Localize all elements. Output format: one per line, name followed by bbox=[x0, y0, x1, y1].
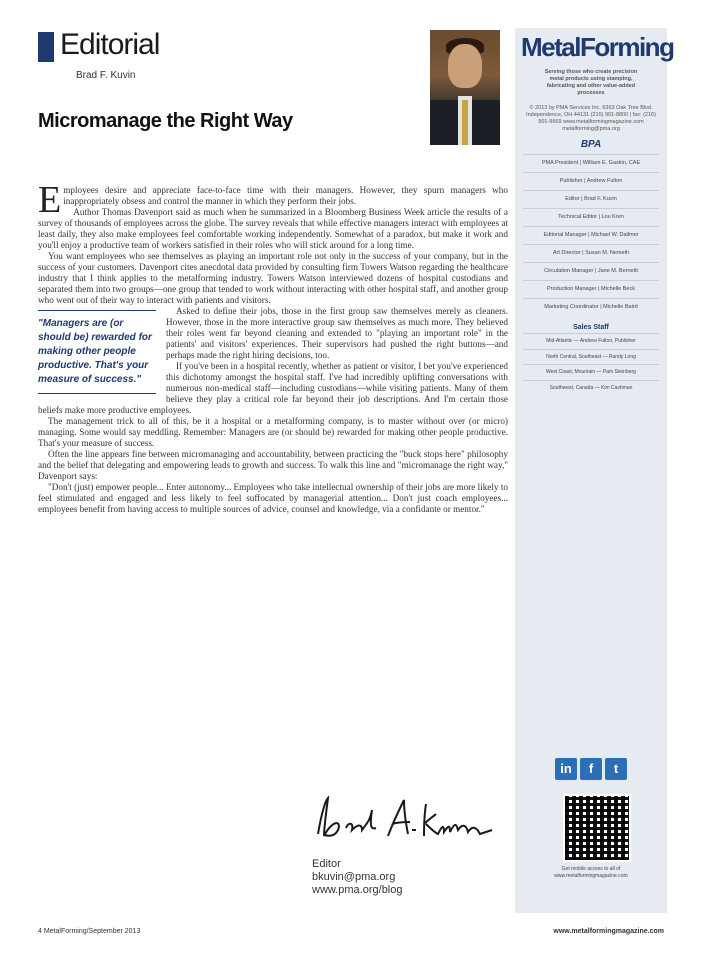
article-paragraph: If you've been in a hospital recently, whether as patient or visitor, I bet you've experienced this dichotomy amongst the hospital staff. I've had incredibly uplifting conversations with numerous non-medical staff—including custodians—while visiting patients. Many of them believe they play a critical role far beyond their job descriptions. And I'm certain those beliefs make more productive employees. bbox=[38, 361, 508, 415]
staff-entry: Technical Editor | Lou Kren bbox=[523, 208, 659, 226]
article-body bbox=[38, 179, 508, 515]
portrait-face bbox=[448, 44, 482, 88]
author-byline: Brad F. Kuvin bbox=[76, 70, 136, 81]
article-paragraph: Employees desire and appreciate face-to-face time with their managers. However, they spurn managers who inappropriately obsess and control the manner in which they perform their jobs. bbox=[38, 179, 508, 221]
article-paragraph: "Don't (just) empower people... Enter autonomy... Employees who take intellectual ownership of their jobs are more likely to feel stimulated and engaged and less likely to feel suffocated by managerial attention... Don't just coach employees... employees benefit from having access to multiple sources of advice, counsel and knowledge, via a confidante or mentor." bbox=[38, 482, 508, 514]
sales-region: North Central, Southeast — Randy Long bbox=[523, 349, 659, 365]
staff-entry: Marketing Coordinator | Michelle Baird bbox=[523, 298, 659, 316]
staff-entry: Publisher | Andrew Fulton bbox=[523, 172, 659, 190]
sales-staff-heading: Sales Staff bbox=[573, 324, 609, 331]
staff-entry: Production Manager | Michelle Beck bbox=[523, 280, 659, 298]
editor-contact bbox=[312, 858, 403, 897]
qr-code[interactable] bbox=[563, 794, 631, 862]
article-headline: Micromanage the Right Way bbox=[38, 110, 293, 132]
editor-blog-link[interactable]: www.pma.org/blog bbox=[312, 884, 403, 896]
editor-email[interactable]: bkuvin@pma.org bbox=[312, 871, 396, 883]
drop-cap: E bbox=[38, 179, 62, 221]
sales-region: West Coast, Mountain — Pam Steinberg bbox=[523, 364, 659, 380]
staff-entry: Art Director | Susan M. Nemeth bbox=[523, 244, 659, 262]
sales-region: Mid-Atlantic — Andrew Fulton, Publisher bbox=[523, 333, 659, 349]
staff-entry: Editor | Brad F. Kuvin bbox=[523, 190, 659, 208]
magazine-tagline: Serving those who create precision metal products using stamping, fabricating and other value-added processes bbox=[544, 69, 638, 96]
editorial-header-bar bbox=[38, 32, 54, 62]
footer-page-info: 4 MetalForming/September 2013 bbox=[38, 928, 141, 935]
magazine-logo: MetalForming bbox=[521, 32, 674, 62]
twitter-icon[interactable]: t bbox=[605, 758, 627, 780]
footer-website: www.metalformingmagazine.com bbox=[553, 928, 664, 935]
staff-entry: Editorial Manager | Michael W. Dallmer bbox=[523, 226, 659, 244]
sales-region: Southwest, Canada — Kim Cashman bbox=[523, 380, 659, 396]
section-title: Editorial bbox=[60, 28, 160, 61]
qr-caption: Get mobile access to all of www.metalformingmagazine.com bbox=[554, 866, 628, 879]
portrait-tie bbox=[462, 100, 468, 145]
editor-role: Editor bbox=[312, 858, 341, 870]
article-paragraph: Often the line appears fine between micromanaging and accountability, between practicing the "buck stops here" philosophy and the belief that delegating and empowering leads to growth and success. To walk this line and "micromanage the right way," Davenport says: bbox=[38, 449, 508, 481]
article-paragraph: You want employees who see themselves as playing an important role not only in the success of your company, but in the success of your customers. Davenport cites anecdotal data provided by consulting firm Towers Watson regarding the healthcare industry that I think applies to the metalforming industry. Towers Watson interviewed dozens of hospital custodians and separated them into two groups—one group that tended to work without interacting with other hospital staff, and another group who went out of their way to interact with patients and visitors. bbox=[38, 251, 508, 305]
staff-entry: Circulation Manager | Jane M. Bernetti bbox=[523, 262, 659, 280]
bpa-logo: BPA bbox=[580, 139, 602, 150]
facebook-icon[interactable]: f bbox=[580, 758, 602, 780]
staff-entry: PMA President | William E. Gaskin, CAE bbox=[523, 154, 659, 172]
article-paragraph: Asked to define their jobs, those in the first group saw themselves merely as cleaners. However, those in the more interactive group saw themselves as much more. They believed their roles went far beyond cleaning and extended to "playing an important role" in the patients' and visitors' experiences. Their supervisors had pushed the right buttons—and perhaps made the right hiring decisions, too. bbox=[166, 306, 508, 360]
author-portrait bbox=[430, 30, 500, 145]
publisher-address: © 2013 by PMA Services Inc. 6363 Oak Tree Blvd. Independence, OH 44131 (216) 901-8800 | fax: (216) 901-9669 www.metalformingmagazine.com metalforming@pma.org bbox=[526, 105, 656, 132]
article-paragraph: Author Thomas Davenport said as much when he summarized in a Bloomberg Business Week article the results of a survey of thousands of employees across the globe. The survey reveals that while effective managers interact with employees at least daily, they also make employees feel comfortable working independently. Somewhat of a paradox, but make it work and you'll enjoy a productive team of workers satisfied in their roles who will stick around for a long time. bbox=[38, 207, 508, 250]
masthead-sidebar bbox=[515, 28, 674, 913]
article-paragraph: The management trick to all of this, be it a hospital or a metalforming company, is to master without over (or micro) managing. Some would say meddling. Remember: Managers are (or should be) rewarded for making other people productive. That's your measure of success. bbox=[38, 416, 508, 448]
linkedin-icon[interactable]: in bbox=[555, 758, 577, 780]
social-links bbox=[555, 758, 630, 780]
editor-signature bbox=[312, 790, 502, 850]
pull-quote: "Managers are (or should be) rewarded for making other people productive. That's your measure of success." bbox=[38, 310, 156, 394]
